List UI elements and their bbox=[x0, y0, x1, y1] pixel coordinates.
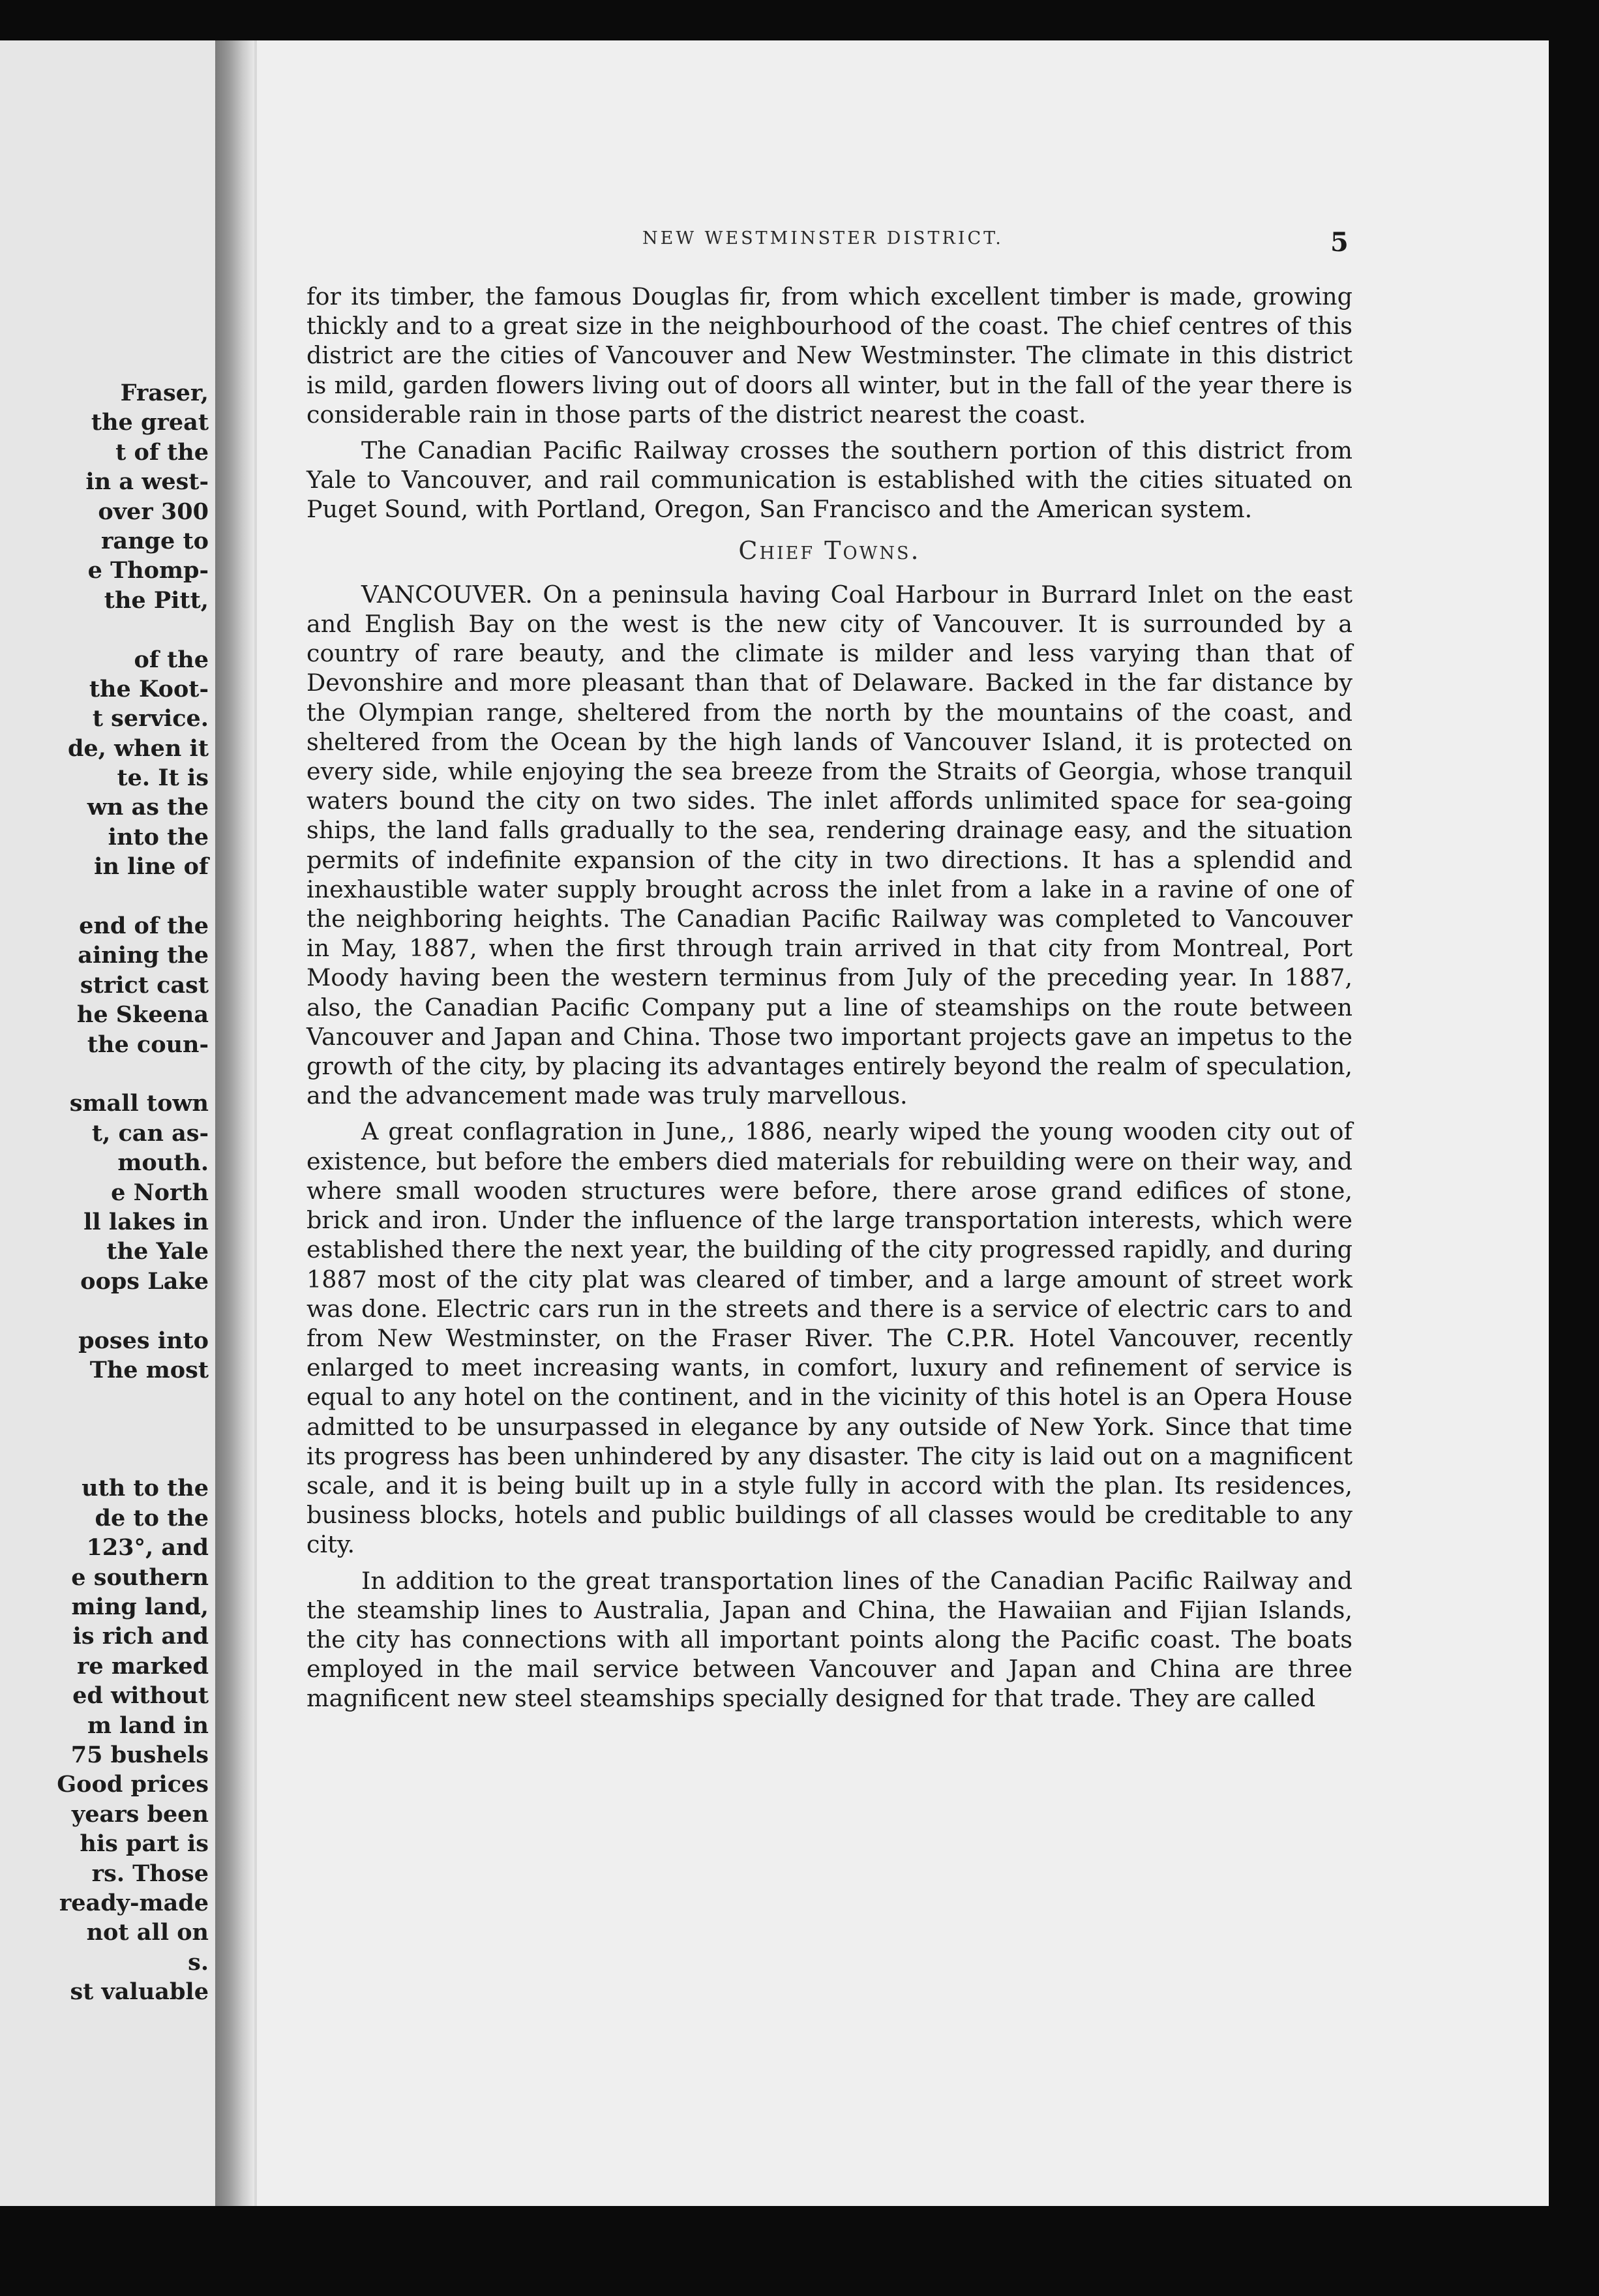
fragment-line: ed without bbox=[72, 1682, 209, 1710]
fragment-line: Fraser, bbox=[120, 380, 209, 406]
fragment-line: end of the bbox=[79, 913, 209, 940]
fragment-line: de to the bbox=[95, 1504, 209, 1532]
fragment-line: wn as the bbox=[87, 794, 209, 821]
fragment-line: is rich and bbox=[72, 1623, 209, 1650]
fragment-line: oops Lake bbox=[80, 1267, 209, 1295]
fragment-line: ll lakes in bbox=[83, 1208, 209, 1235]
page-body bbox=[306, 282, 1352, 1720]
fragment-line: the Pitt, bbox=[104, 586, 209, 614]
facing-page-text-fragment bbox=[0, 378, 209, 2006]
fragment-line: in line of bbox=[94, 853, 209, 881]
scan-border-bottom bbox=[0, 2206, 1549, 2296]
scan-border-right bbox=[1549, 40, 1599, 2296]
fragment-line: he Skeena bbox=[76, 1001, 209, 1029]
fragment-line: poses into bbox=[78, 1327, 209, 1354]
fragment-line: his part is bbox=[80, 1830, 209, 1858]
fragment-line: 123°, and bbox=[86, 1534, 209, 1562]
fragment-line bbox=[0, 615, 209, 644]
fragment-line: over 300 bbox=[98, 498, 209, 525]
fragment-line: te. It is bbox=[117, 764, 209, 792]
scan-border-top bbox=[0, 0, 1599, 40]
fragment-line: t service. bbox=[92, 705, 209, 733]
fragment-line: the Yale bbox=[106, 1238, 209, 1265]
fragment-line: t, can as- bbox=[91, 1119, 209, 1147]
paragraph-2: The Canadian Pacific Railway crosses the southern portion of this district from Yale to Vancouver, and rail communication is established with the cities situated on Puget Sound, with Portland, Oregon, San Francisco and the American system. bbox=[306, 436, 1352, 524]
fragment-line: The most bbox=[89, 1356, 209, 1383]
facing-page-left bbox=[0, 40, 215, 2219]
fragment-line: e Thomp- bbox=[87, 557, 209, 584]
fragment-line: small town bbox=[69, 1090, 209, 1117]
paragraph-1: for its timber, the famous Douglas fir, from which excellent timber is made, growing thickly and to a great size in the neighbourhood of the coast. The chief centres of this district are the cities of Vancouver and New Westminster. The climate in this district is mild, garden flowers living out of doors all winter, but in the fall of the year there is considerable rain in those parts of the district nearest the coast. bbox=[306, 282, 1352, 429]
fragment-line: e North bbox=[111, 1179, 209, 1206]
fragment-line: into the bbox=[108, 823, 209, 851]
book-gutter bbox=[215, 40, 254, 2206]
fragment-line: the great bbox=[91, 409, 209, 436]
fragment-line: years been bbox=[71, 1800, 209, 1828]
running-head: NEW WESTMINSTER DISTRICT. bbox=[642, 228, 1004, 249]
fragment-line: ming land, bbox=[71, 1594, 209, 1621]
fragment-line bbox=[0, 1444, 209, 1473]
fragment-line: t of the bbox=[115, 438, 209, 466]
fragment-line bbox=[0, 1296, 209, 1325]
fragment-line: mouth. bbox=[117, 1149, 209, 1177]
fragment-line: uth to the bbox=[82, 1475, 209, 1502]
fragment-line: 75 bushels bbox=[70, 1741, 209, 1768]
fragment-line: the coun- bbox=[87, 1031, 209, 1058]
fragment-line bbox=[0, 1415, 209, 1444]
section-heading: Chief Towns. bbox=[738, 536, 921, 565]
fragment-line: re marked bbox=[76, 1652, 209, 1680]
fragment-line: e southern bbox=[71, 1563, 209, 1591]
fragment-line: range to bbox=[100, 527, 209, 554]
fragment-line: ready-made bbox=[59, 1889, 209, 1916]
fragment-line: st valuable bbox=[70, 1978, 209, 2006]
fragment-line: s. bbox=[188, 1948, 209, 1976]
page-number: 5 bbox=[1330, 227, 1349, 258]
fragment-line bbox=[0, 1059, 209, 1089]
fragment-line: de, when it bbox=[67, 734, 209, 762]
fragment-line bbox=[0, 882, 209, 911]
paragraph-transportation: In addition to the great transportation lines of the Canadian Pacific Railway and the steamship lines to Australia, Japan and China, the Hawaiian and Fijian Islands, the city has connections with all important points along the Pacific coast. The boats employed in the mail service between Vancouver and Japan and China are three magnificent new steel steamships specially designed for that trade. They are called bbox=[306, 1566, 1352, 1713]
paragraph-conflagration: A great conflagration in June,, 1886, nearly wiped the young wooden city out of existence, but before the embers died materials for rebuilding were on their way, and where small wooden structures were before, there arose grand edifices of stone, brick and iron. Under the influence of the large transportation interests, which were established there the next year, the building of the city progressed rapidly, and during 1887 most of the city plat was cleared of timber, and a large amount of street work was done. Electric cars run in the streets and there is a service of electric cars to and from New Westminster, on the Fraser River. The C.P.R. Hotel Vancouver, recently enlarged to meet increasing wants, in comfort, luxury and refinement of service is equal to any hotel on the continent, and in the vicinity of this hotel is an Opera House admitted to be unsurpassed in elegance by any outside of New York. Since that time its progress has been unhindered by any disaster. The city is laid out on a magnificent scale, and it is being built up in a style fully in accord with the plan. Its residences, business blocks, hotels and public buildings of all classes would be creditable to any city. bbox=[306, 1117, 1352, 1559]
fragment-line: of the bbox=[134, 646, 209, 673]
fragment-line: Good prices bbox=[57, 1771, 209, 1798]
fragment-line: m land in bbox=[87, 1712, 209, 1739]
fragment-line: aining the bbox=[78, 942, 209, 969]
fragment-line: the Koot- bbox=[89, 675, 209, 702]
fragment-line bbox=[0, 1385, 209, 1414]
fragment-line: strict cast bbox=[80, 971, 209, 999]
paragraph-vancouver: VANCOUVER. On a peninsula having Coal Harbour in Burrard Inlet on the east and English Bay on the west is the new city of Vancouver. It is surrounded by a country of rare beauty, and the climate is milder and less varying than that of Devonshire and more pleasant than that of Delaware. Backed in the far distance by the Olympian range, sheltered from the north by the mountains of the coast, and sheltered from the Ocean by the high lands of Vancouver Island, it is protected on every side, while enjoying the sea breeze from the Straits of Georgia, whose tranquil waters bound the city on two sides. The inlet affords unlimited space for sea-going ships, the land falls gradually to the sea, rendering drainage easy, and the situation permits of indefinite expansion of the city in two directions. It has a splendid and inexhaustible water supply brought across the inlet from a lake in a ravine of one of the neighboring heights. The Canadian Pacific Railway was completed to Vancouver in May, 1887, when the first through train arrived in that city from Montreal, Port Moody having been the western terminus from July of the preceding year. In 1887, also, the Canadian Pacific Company put a line of steamships on the route between Vancouver and Japan and China. Those two important projects gave an impetus to the growth of the city, by placing its advantages entirely beyond the realm of speculation, and the advancement made was truly marvellous. bbox=[306, 580, 1352, 1110]
fragment-line: rs. Those bbox=[91, 1860, 209, 1887]
fragment-line: not all on bbox=[86, 1919, 209, 1946]
fragment-line: in a west- bbox=[85, 468, 209, 496]
